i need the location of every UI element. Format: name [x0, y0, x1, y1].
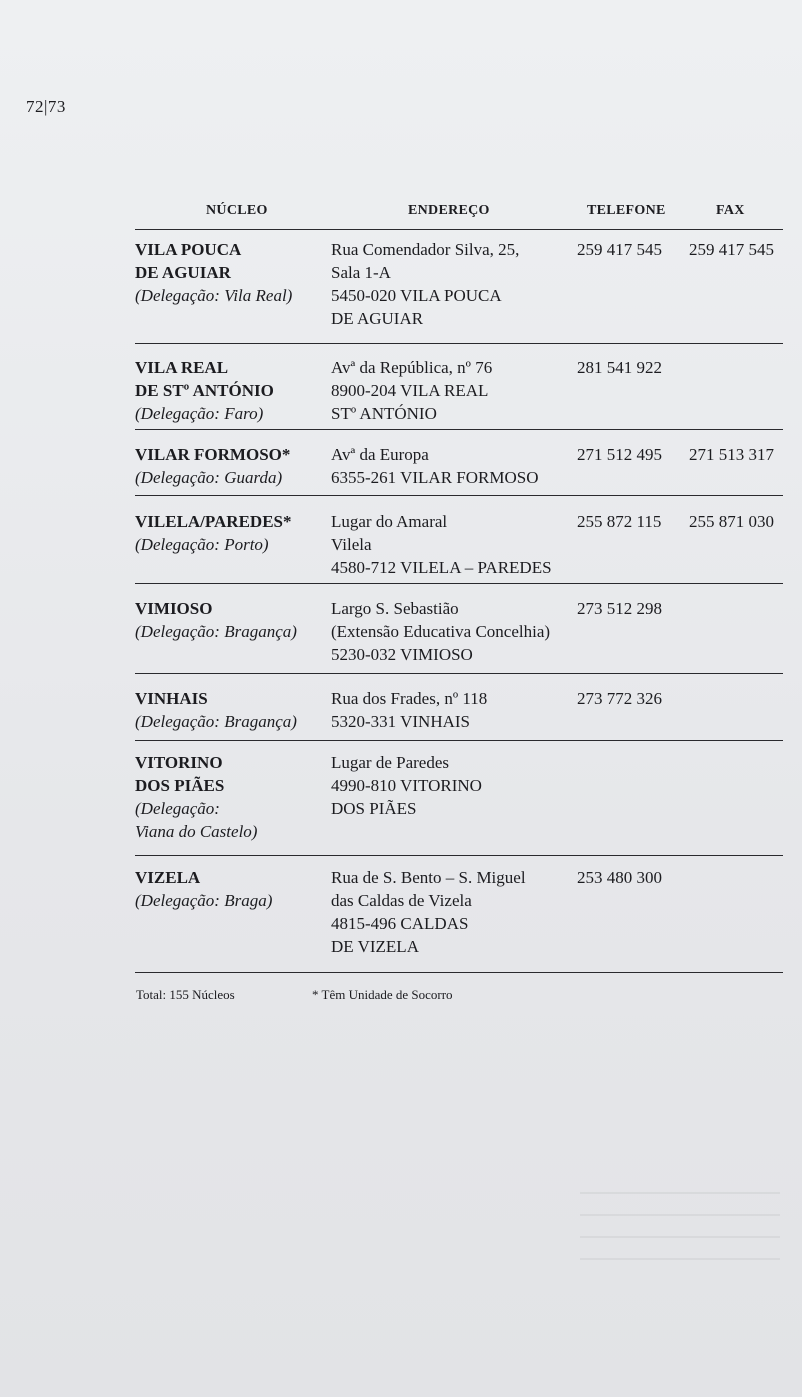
bleed-through-text — [580, 1180, 780, 1260]
entry-telefone: 271 512 495 — [577, 445, 662, 464]
entry-endereco — [331, 238, 519, 330]
nucleo-name: DE STº ANTÓNIO — [135, 381, 274, 400]
entry-nucleo — [135, 597, 297, 643]
nucleo-name: DOS PIÃES — [135, 776, 225, 795]
page-number: 72|73 — [26, 97, 66, 116]
table-bottom-rule — [135, 972, 783, 973]
entry-telefone: 273 512 298 — [577, 599, 662, 618]
address-line: DOS PIÃES — [331, 799, 417, 818]
address-line: 5450-020 VILA POUCA — [331, 286, 502, 305]
address-line: 5320-331 VINHAIS — [331, 712, 470, 731]
entry-telefone: 255 872 115 — [577, 512, 662, 531]
delegacao-label: Viana do Castelo) — [135, 822, 258, 841]
entry-endereco — [331, 866, 526, 958]
entry-endereco — [331, 687, 487, 733]
entry-nucleo — [135, 751, 257, 843]
entry-fax: 259 417 545 — [689, 240, 774, 259]
entry-nucleo — [135, 687, 297, 733]
delegacao-label: (Delegação: Porto) — [135, 535, 269, 554]
header-fax: FAX — [716, 203, 745, 218]
entry-endereco — [331, 597, 550, 666]
address-line: DE VIZELA — [331, 937, 419, 956]
delegacao-label: (Delegação: Bragança) — [135, 712, 297, 731]
delegacao-label: (Delegação: Guarda) — [135, 468, 283, 487]
entry-endereco — [331, 751, 482, 820]
address-line: Avª da Europa — [331, 445, 429, 464]
address-line: Sala 1-A — [331, 263, 391, 282]
nucleo-name: VILA REAL — [135, 358, 229, 377]
nucleo-name: VINHAIS — [135, 689, 208, 708]
entry-telefone: 281 541 922 — [577, 358, 662, 377]
entry-endereco — [331, 443, 539, 489]
address-line: DE AGUIAR — [331, 309, 424, 328]
entry-endereco — [331, 510, 552, 579]
header-endereco: ENDEREÇO — [408, 203, 490, 218]
entry-telefone: 253 480 300 — [577, 868, 662, 887]
row-separator — [135, 495, 783, 496]
address-line: 4990-810 VITORINO — [331, 776, 482, 795]
entry-fax: 271 513 317 — [689, 445, 774, 464]
address-line: Vilela — [331, 535, 372, 554]
delegacao-label: (Delegação: Faro) — [135, 404, 264, 423]
nucleo-name: VITORINO — [135, 753, 223, 772]
footer-note: * Têm Unidade de Socorro — [312, 987, 453, 1002]
address-line: (Extensão Educativa Concelhia) — [331, 622, 551, 641]
row-separator — [135, 855, 783, 856]
address-line: 6355-261 VILAR FORMOSO — [331, 468, 539, 487]
address-line: Rua dos Frades, nº 118 — [331, 689, 488, 708]
header-telefone: TELEFONE — [587, 203, 666, 218]
header-nucleo: NÚCLEO — [206, 203, 268, 218]
footer-total: Total: 155 Núcleos — [136, 987, 235, 1002]
address-line: Rua Comendador Silva, 25, — [331, 240, 520, 259]
entry-nucleo — [135, 356, 274, 425]
nucleo-name: DE AGUIAR — [135, 263, 231, 282]
entry-fax: 255 871 030 — [689, 512, 774, 531]
entry-nucleo — [135, 443, 290, 489]
row-separator — [135, 740, 783, 741]
address-line: 4815-496 CALDAS — [331, 914, 469, 933]
nucleo-name: VILAR FORMOSO* — [135, 445, 291, 464]
address-line: Rua de S. Bento – S. Miguel — [331, 868, 526, 887]
nucleo-name: VILA POUCA — [135, 240, 242, 259]
entry-telefone: 273 772 326 — [577, 689, 662, 708]
nucleo-name: VIZELA — [135, 868, 201, 887]
delegacao-label: (Delegação: — [135, 799, 220, 818]
row-separator — [135, 429, 783, 430]
address-line: Lugar de Paredes — [331, 753, 450, 772]
address-line: 8900-204 VILA REAL — [331, 381, 489, 400]
row-separator — [135, 583, 783, 584]
address-line: Largo S. Sebastião — [331, 599, 459, 618]
address-line: Lugar do Amaral — [331, 512, 448, 531]
nucleo-name: VIMIOSO — [135, 599, 213, 618]
address-line: Avª da República, nº 76 — [331, 358, 493, 377]
address-line: STº ANTÓNIO — [331, 404, 437, 423]
address-line: 5230-032 VIMIOSO — [331, 645, 473, 664]
delegacao-label: (Delegação: Braga) — [135, 891, 273, 910]
row-separator — [135, 343, 783, 344]
nucleo-name: VILELA/PAREDES* — [135, 512, 292, 531]
row-separator — [135, 673, 783, 674]
entry-endereco — [331, 356, 492, 425]
entry-nucleo — [135, 866, 272, 912]
header-rule — [135, 229, 783, 230]
entry-nucleo — [135, 238, 292, 307]
entry-telefone: 259 417 545 — [577, 240, 662, 259]
delegacao-label: (Delegação: Vila Real) — [135, 286, 293, 305]
address-line: das Caldas de Vizela — [331, 891, 472, 910]
delegacao-label: (Delegação: Bragança) — [135, 622, 297, 641]
address-line: 4580-712 VILELA – PAREDES — [331, 558, 552, 577]
entry-nucleo — [135, 510, 292, 556]
